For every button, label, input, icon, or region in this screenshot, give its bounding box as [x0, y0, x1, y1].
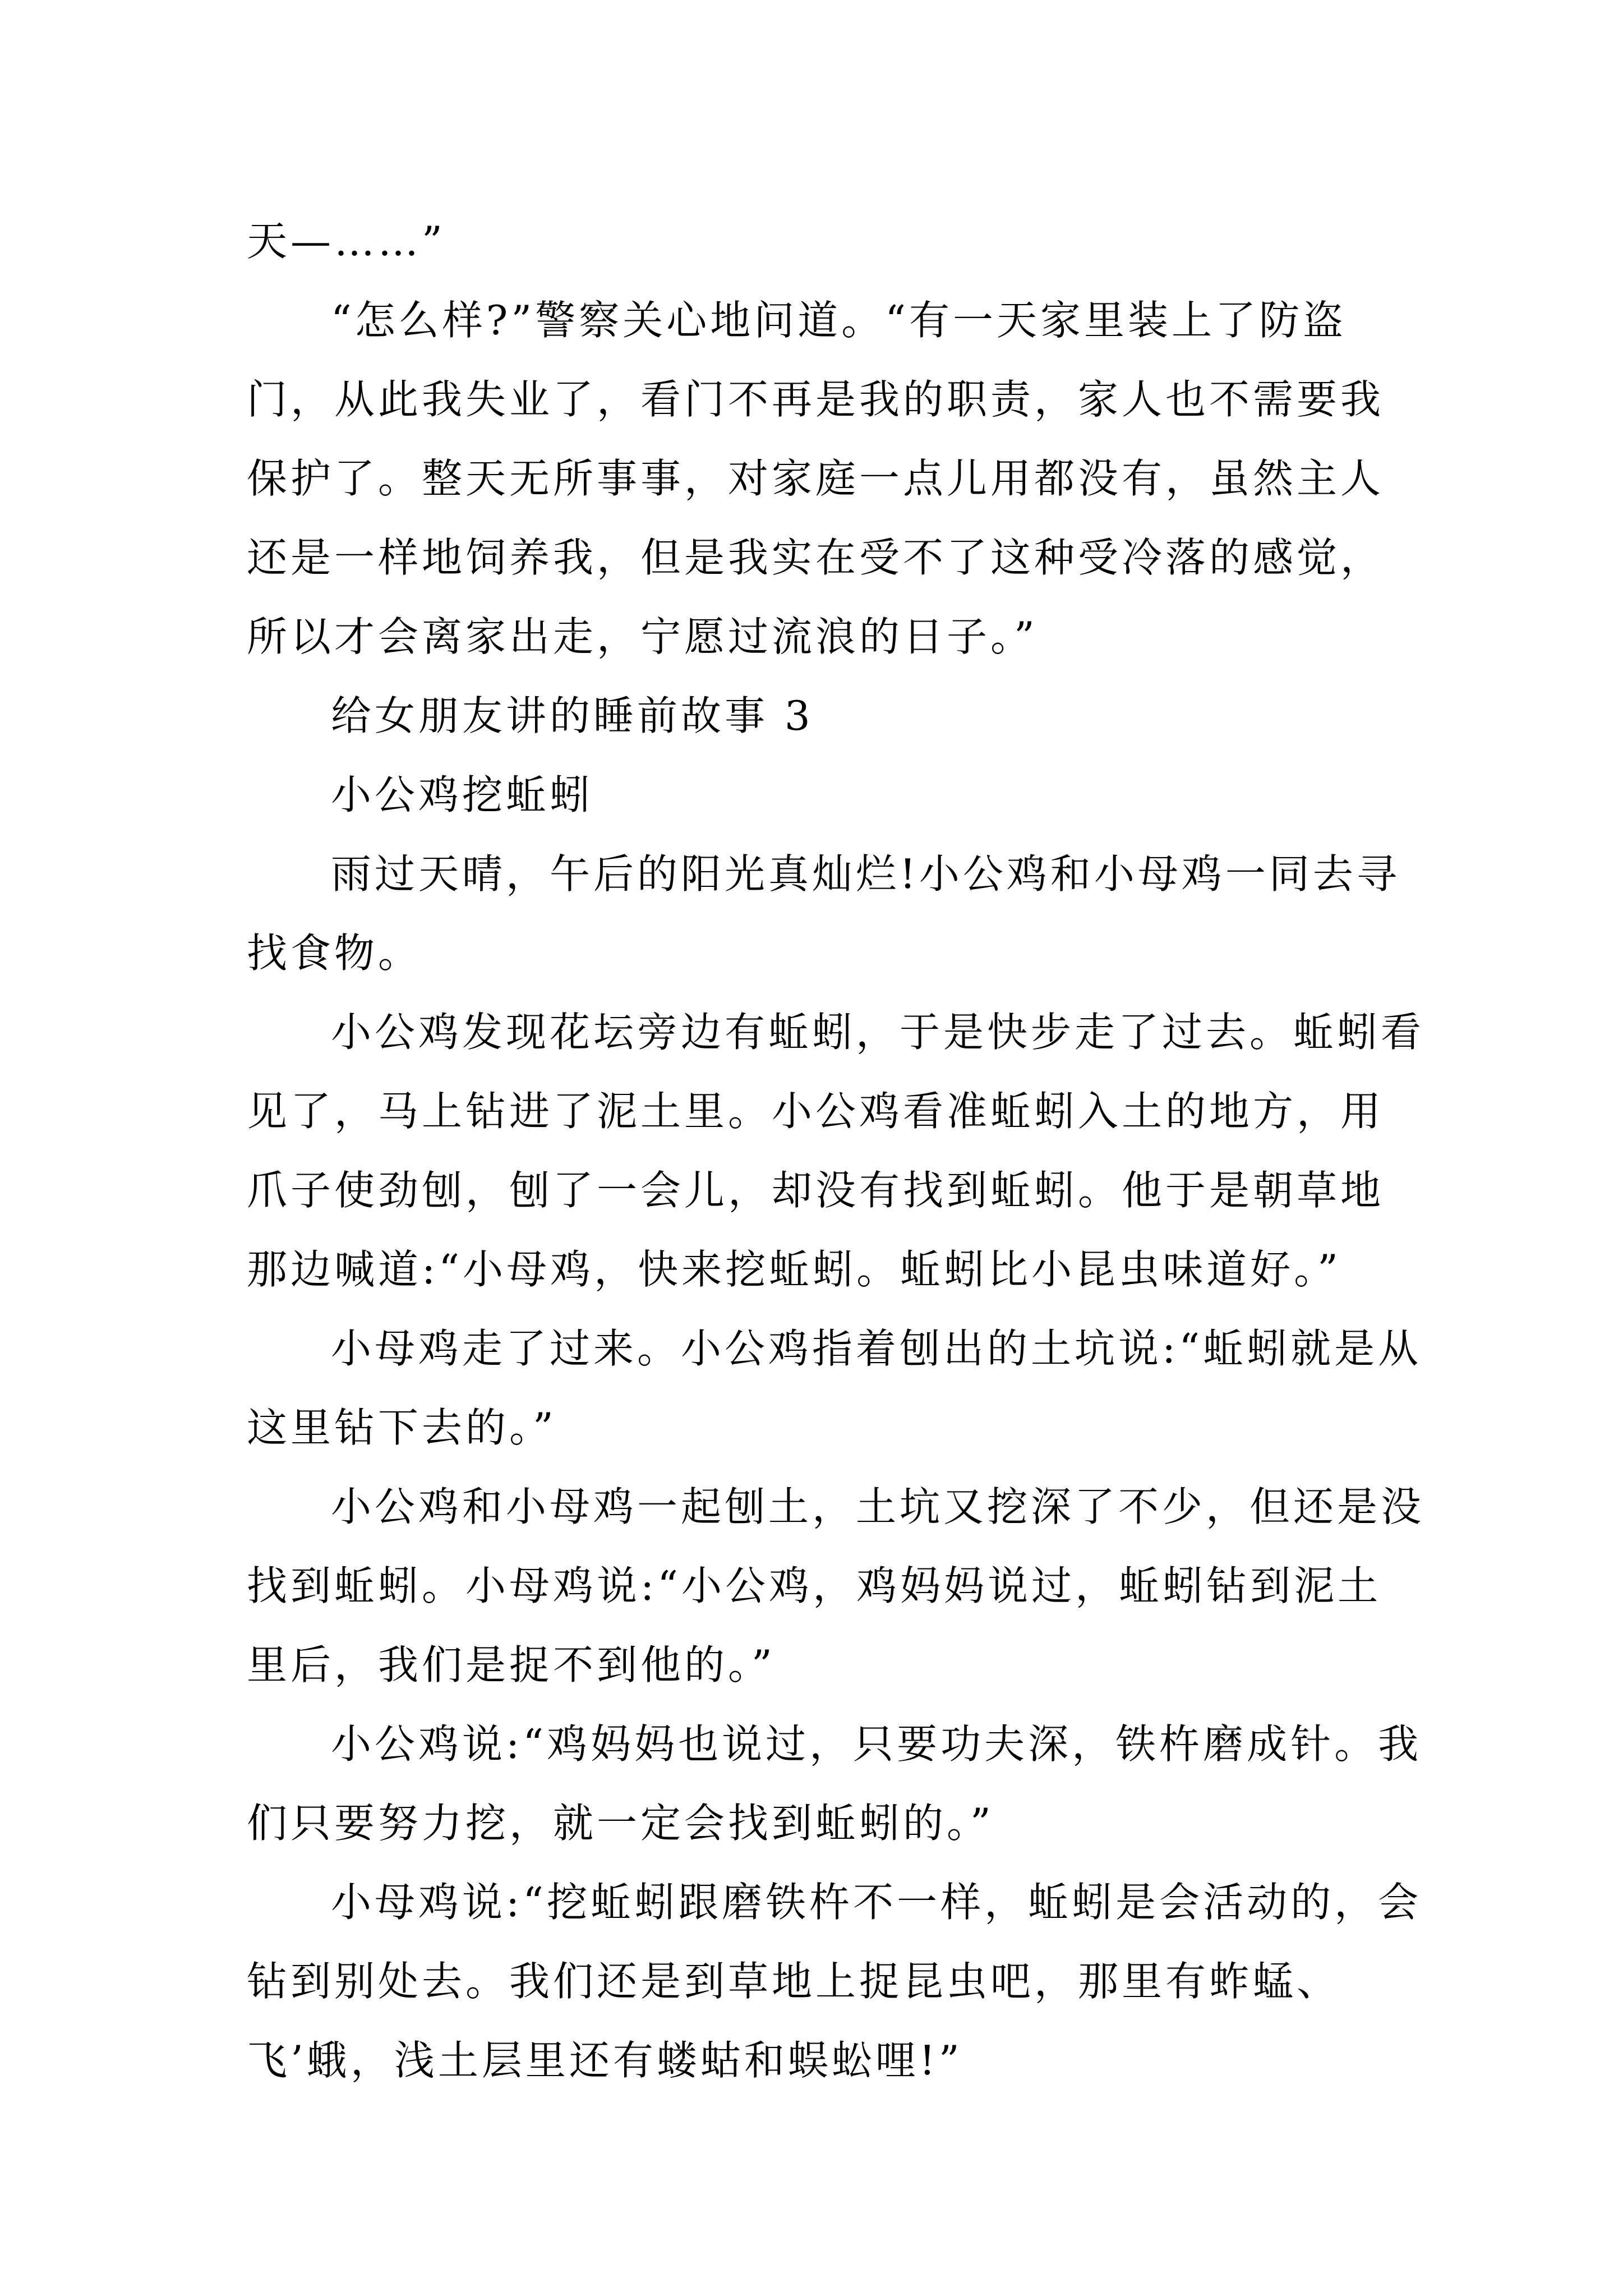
paragraph-story: 小公鸡发现花坛旁边有蚯蚓，于是快步走了过去。蚯蚓看见了，马上钻进了泥土里。小公鸡看准蚯蚓入土的地方，用爪子使劲刨，刨了一会儿，却没有找到蚯蚓。他于是朝草地那边喊道:“小母鸡，快来挖蚯蚓。蚯蚓比小昆虫味道好。”	[247, 1009, 1425, 1293]
paragraph-dialogue-police: “怎么样?”警察关心地问道。“有一天家里装上了防盗门，从此我失业了，看门不再是我的职责，家人也不需要我保护了。整天无所事事，对家庭一点儿用都没有，虽然主人还是一样地饲养我，但是我实在受不了这种受冷落的感觉，所以才会离家出走，宁愿过流浪的日子。”	[247, 297, 1385, 660]
paragraph-story: 雨过天晴，午后的阳光真灿烂!小公鸡和小母鸡一同去寻找食物。	[247, 850, 1400, 977]
paragraph-story: 小公鸡和小母鸡一起刨土，土坑又挖深了不少，但还是没找到蚯蚓。小母鸡说:“小公鸡，鸡妈妈说过，蚯蚓钻到泥土里后，我们是捉不到他的。”	[247, 1483, 1425, 1688]
paragraph-story: 小母鸡说:“挖蚯蚓跟磨铁杵不一样，蚯蚓是会活动的，会钻到别处去。我们还是到草地上捉昆虫吧，那里有蚱蜢、飞’蛾，浅土层里还有蝼蛄和蜈蚣哩!”	[247, 1879, 1422, 2084]
section-heading: 给女朋友讲的睡前故事 3	[331, 692, 814, 739]
paragraph-story: 小母鸡走了过来。小公鸡指着刨出的土坑说:“蚯蚓就是从这里钻下去的。”	[247, 1325, 1422, 1451]
story-title: 小公鸡挖蚯蚓	[331, 771, 594, 818]
paragraph-story: 小公鸡说:“鸡妈妈也说过，只要功夫深，铁杵磨成针。我们只要努力挖，就一定会找到蚯蚓的。”	[247, 1720, 1422, 1847]
document-body	[247, 202, 1424, 2100]
paragraph-continuation: 天—……”	[247, 218, 446, 265]
